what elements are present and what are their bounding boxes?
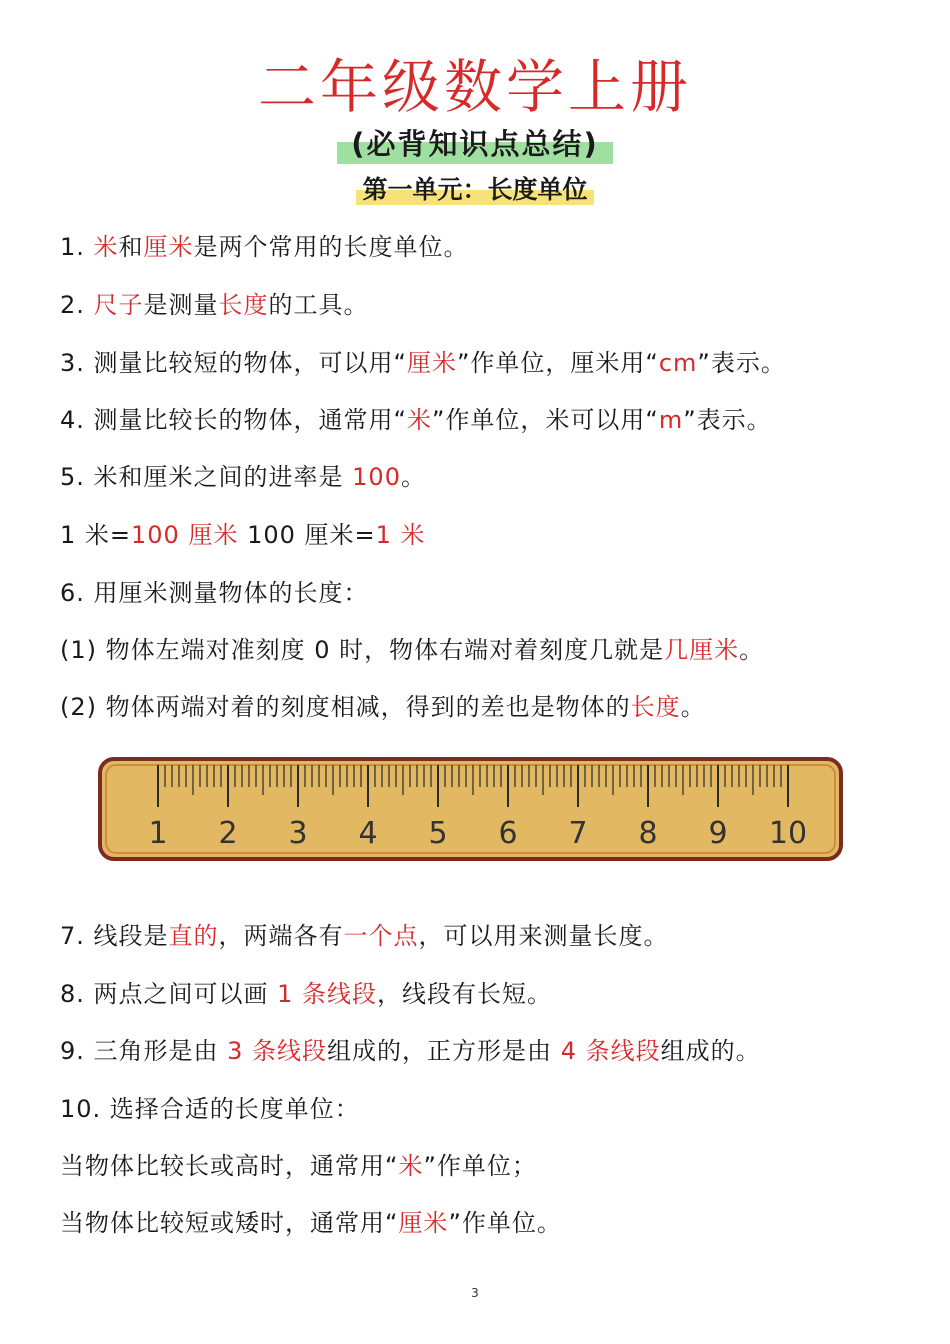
highlight-text: 尺子 [93, 291, 144, 319]
unit-rule-long [60, 1149, 930, 1183]
point-6-2 [60, 690, 930, 724]
body-text: 。 [739, 636, 765, 664]
conversion-line [60, 518, 930, 552]
body-text: 是两个常用的长度单位。 [193, 233, 469, 261]
highlight-text: 100 厘米 [131, 521, 239, 549]
point-9 [60, 1034, 930, 1068]
body-text: ”作单位； [423, 1152, 537, 1180]
ruler-body [100, 759, 841, 859]
highlight-text: 长度 [630, 693, 681, 721]
point-1 [60, 230, 930, 264]
point-10 [60, 1092, 930, 1126]
body-text: ”作单位。 [448, 1209, 562, 1237]
ruler-label: 6 [498, 816, 518, 851]
body-text: 2. [60, 291, 94, 319]
ruler-label: 4 [358, 816, 378, 851]
body-text: 6. 用厘米测量物体的长度： [60, 579, 369, 607]
ruler-label: 3 [288, 816, 308, 851]
body-text: 组成的，正方形是由 [327, 1037, 561, 1065]
ruler-label: 8 [638, 816, 658, 851]
point-2 [60, 288, 930, 322]
page-title: 二年级数学上册 [257, 53, 692, 121]
ruler-label: 1 [148, 816, 168, 851]
body-text: (1) 物体左端对准刻度 0 时，物体右端对着刻度几就是 [60, 636, 665, 664]
point-4 [60, 403, 930, 437]
highlight-text: 厘米 [406, 349, 457, 377]
body-text: 和 [118, 233, 144, 261]
body-text: 4. 测量比较长的物体，通常用“ [60, 406, 407, 434]
page-subtitle: (必背知识点总结) [337, 122, 613, 166]
body-text: ，两端各有 [218, 922, 344, 950]
point-7 [60, 919, 930, 953]
highlight-text: 100 [352, 463, 401, 491]
highlight-text: 4 条线段 [560, 1037, 661, 1065]
point-8 [60, 977, 930, 1011]
body-text: 5. 米和厘米之间的进率是 [60, 463, 353, 491]
unit-rule-short [60, 1206, 930, 1240]
body-text: 9. 三角形是由 [60, 1037, 228, 1065]
highlight-text: 米 [398, 1152, 424, 1180]
body-text: 组成的。 [660, 1037, 761, 1065]
body-text: 3. 测量比较短的物体，可以用“ [60, 349, 407, 377]
highlight-text: m [658, 406, 684, 434]
body-text: ”作单位，厘米用“ [456, 349, 659, 377]
body-text: 。 [400, 463, 426, 491]
highlight-text: 米 [93, 233, 119, 261]
body-text: (2) 物体两端对着的刻度相减，得到的差也是物体的 [60, 693, 631, 721]
ruler-label: 2 [218, 816, 238, 851]
point-5 [60, 460, 930, 494]
body-text: 是测量 [143, 291, 219, 319]
body-text: 。 [680, 693, 706, 721]
body-text: 当物体比较短或矮时，通常用“ [60, 1209, 399, 1237]
ruler-label: 5 [428, 816, 448, 851]
highlight-text: 直的 [168, 922, 219, 950]
point-6 [60, 576, 930, 610]
highlight-text: 3 条线段 [227, 1037, 328, 1065]
body-text: 8. 两点之间可以画 [60, 980, 278, 1008]
body-text: ”表示。 [697, 349, 786, 377]
body-text: ，线段有长短。 [377, 980, 553, 1008]
body-text: 10. 选择合适的长度单位： [60, 1095, 360, 1123]
point-3 [60, 346, 930, 380]
highlight-text: 几厘米 [664, 636, 740, 664]
ruler-label: 9 [708, 816, 728, 851]
highlight-text: 厘米 [398, 1209, 449, 1237]
highlight-text: 1 条线段 [277, 980, 378, 1008]
body-text: 7. 线段是 [60, 922, 169, 950]
body-text: ”表示。 [683, 406, 772, 434]
ruler-label: 10 [768, 816, 808, 851]
highlight-text: 米 [406, 406, 432, 434]
highlight-text: 厘米 [143, 233, 194, 261]
page-number: 3 [471, 1286, 479, 1300]
body-text: 1. [60, 233, 94, 261]
body-text: 当物体比较长或高时，通常用“ [60, 1152, 399, 1180]
highlight-text: 1 米 [375, 521, 426, 549]
body-text: ，可以用来测量长度。 [418, 922, 669, 950]
ruler-illustration [98, 757, 843, 861]
body-text: 1 米= [60, 521, 132, 549]
point-6-1 [60, 633, 930, 667]
body-text: 100 厘米= [238, 521, 376, 549]
highlight-text: 长度 [218, 291, 269, 319]
ruler-label: 7 [568, 816, 588, 851]
highlight-text: 一个点 [343, 922, 419, 950]
body-text: ”作单位，米可以用“ [431, 406, 659, 434]
body-text: 的工具。 [268, 291, 369, 319]
unit-heading: 第一单元：长度单位 [356, 172, 593, 208]
highlight-text: cm [658, 349, 698, 377]
